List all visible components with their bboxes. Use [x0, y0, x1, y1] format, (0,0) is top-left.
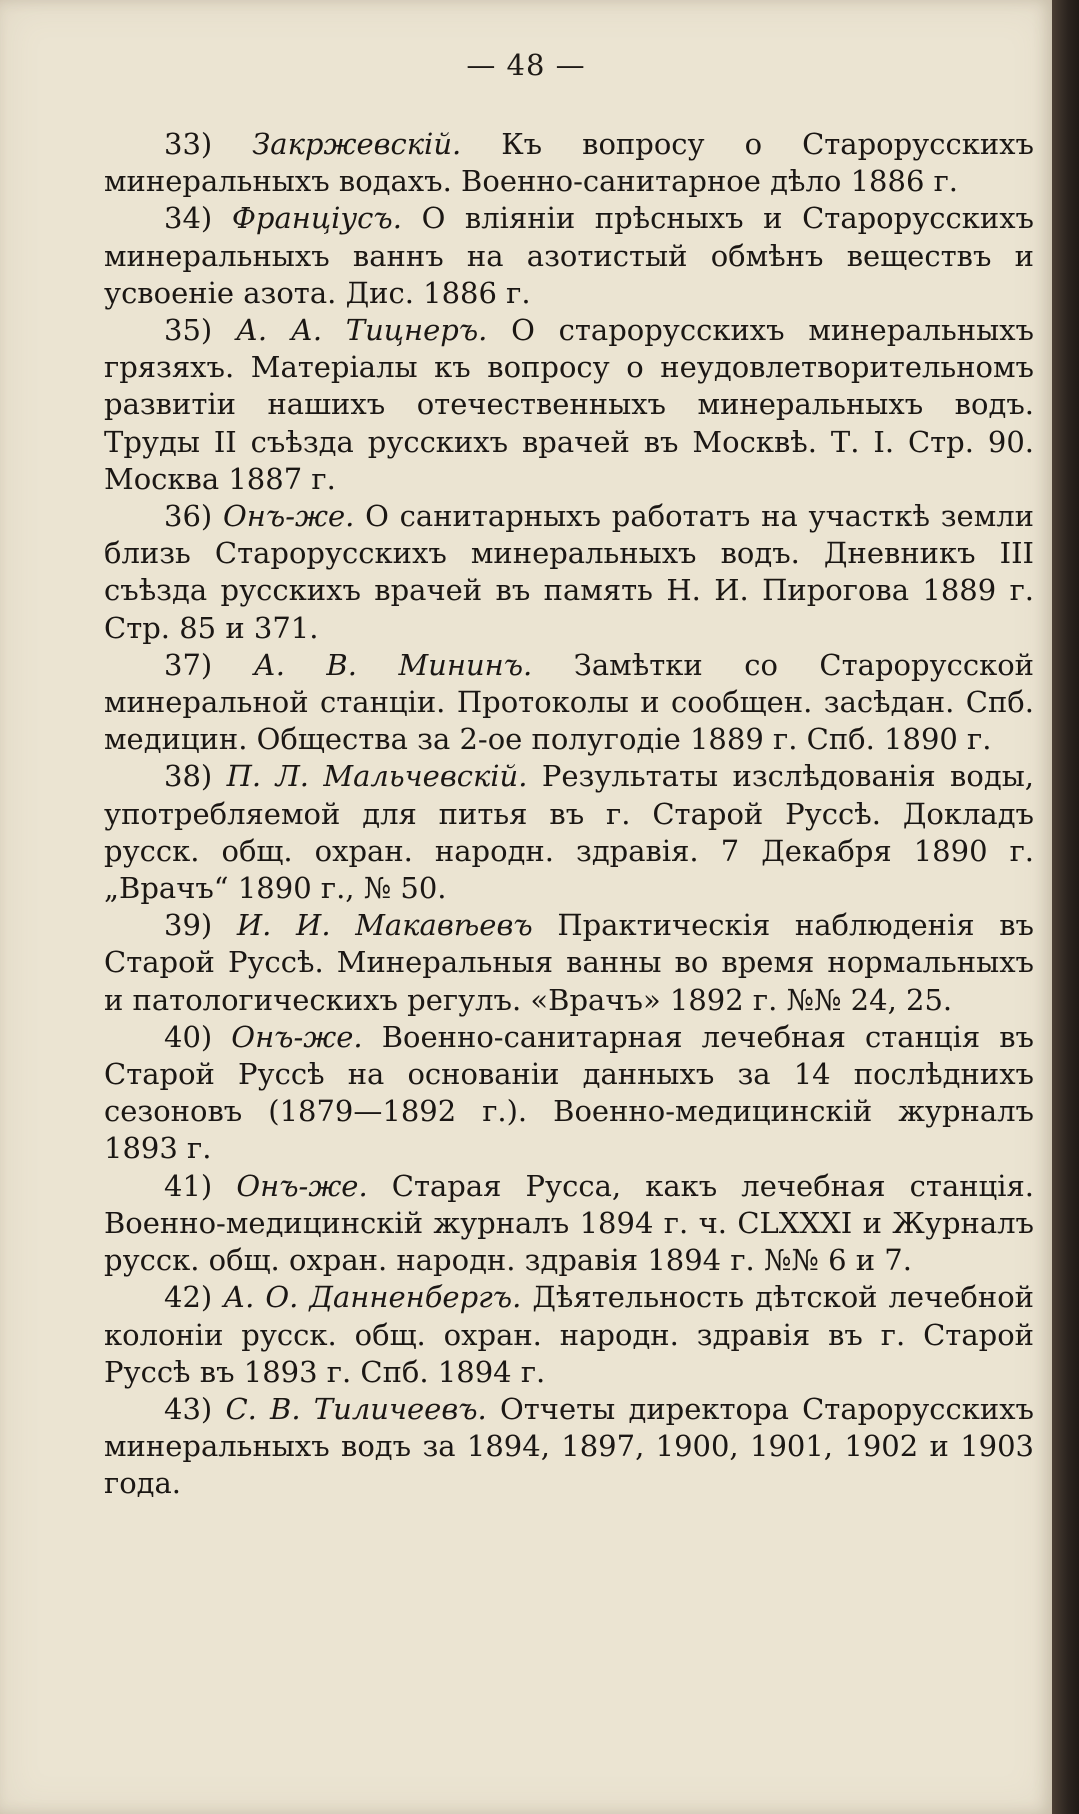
entry-text: Практическія наблюденія въ Старой Руссѣ. Минеральныя ванны во время нормальныхъ и патологическихъ регулъ. «Врачъ» 1892 г. №№ 24, 25. [104, 908, 1035, 1017]
entry-number: 36) [164, 499, 213, 534]
entry-author: Онъ-же. [236, 1168, 368, 1203]
page-number: — 48 — [466, 48, 586, 82]
entry-author: Онъ-же. [231, 1019, 363, 1054]
entry-author: П. Л. Мальчевскій. [226, 759, 528, 794]
entry-author: Францiусъ. [231, 201, 402, 236]
book-page-edge [1052, 0, 1079, 1814]
entry-number: 35) [164, 313, 213, 348]
entry-number: 34) [164, 201, 213, 236]
entry-number: 41) [164, 1168, 213, 1203]
bibliography-entry-39 [104, 907, 1034, 1019]
entry-author: И. И. Макавѣевъ [236, 908, 533, 943]
entry-number: 42) [164, 1280, 213, 1315]
entry-author: Онъ-же. [223, 499, 355, 534]
entry-author: А. О. Данненбергъ. [223, 1280, 522, 1315]
bibliography-entry-34 [104, 200, 1034, 312]
entry-text: О санитарныхъ работатъ на участкѣ земли близь Старорусскихъ минеральныхъ водъ. Дневникъ III съѣзда русскихъ врачей въ память Н. И. Пирогова 1889 г. Стр. 85 и 371. [104, 499, 1035, 645]
entry-text: Результаты изслѣдованія воды, употребляемой для питья въ г. Старой Руссѣ. Докладъ русск. общ. охран. народн. здравія. 7 Декабря 1890 г. „Врачъ“ 1890 г., № 50. [104, 759, 1034, 906]
entry-author: А. В. Мининъ. [253, 647, 533, 682]
entry-author: С. В. Тиличеевъ. [225, 1391, 487, 1426]
bibliography-list [104, 126, 1034, 1503]
bibliography-entry-40 [104, 1019, 1034, 1168]
entry-number: 33) [164, 127, 213, 161]
entry-number: 43) [164, 1391, 213, 1426]
entry-text: Дѣятельность дѣтской лечебной колоніи русск. общ. охран. народн. здравія въ г. Старой Руссѣ въ 1893 г. Спб. 1894 г. [104, 1280, 1035, 1389]
bibliography-entry-33 [104, 126, 1034, 200]
entry-text: Военно-санитарная лечебная станція въ Старой Руссѣ на основаніи данныхъ за 14 послѣднихъ сезоновъ (1879—1892 г.). Военно-медицинскій журналъ 1893 г. [104, 1019, 1034, 1166]
entry-number: 40) [164, 1019, 213, 1054]
entry-text: Къ вопросу о Старорусскихъ минеральныхъ водахъ. Военно-санитарное дѣло 1886 г. [104, 127, 1034, 199]
entry-text: О старорусскихъ минеральныхъ грязяхъ. Матеріалы къ вопросу о неудовлетворительномъ развитіи нашихъ отечественныхъ минеральныхъ водъ. Труды II съѣзда русскихъ врачей въ Москвѣ. Т. I. Стр. 90. Москва 1887 г. [104, 313, 1034, 496]
entry-text: Отчеты директора Старорусскихъ минеральныхъ водъ за 1894, 1897, 1900, 1901, 1902 и 1903 года. [104, 1391, 1035, 1501]
bibliography-entry-41 [104, 1168, 1034, 1280]
entry-number: 39) [164, 908, 213, 943]
bibliography-entry-35 [104, 312, 1034, 498]
entry-text: Замѣтки со Старорусской минеральной станціи. Протоколы и сообщен. засѣдан. Спб. медицин. Общества за 2-ое полугодіе 1889 г. Спб. 1890 г. [104, 647, 1034, 757]
bibliography-entry-36 [104, 498, 1034, 647]
bibliography-entry-42 [104, 1279, 1034, 1391]
entry-text: О вліяніи прѣсныхъ и Старорусскихъ минеральныхъ ваннъ на азотистый обмѣнъ веществъ и усвоеніе азота. Дис. 1886 г. [104, 201, 1035, 310]
bibliography-entry-43 [104, 1391, 1034, 1503]
bibliography-entry-38 [104, 758, 1034, 907]
entry-number: 37) [164, 647, 213, 682]
entry-author: Закржевскій. [252, 127, 462, 161]
bibliography-entry-37 [104, 647, 1034, 759]
entry-author: А. А. Тицнеръ. [235, 313, 488, 348]
entry-text: Старая Русса, какъ лечебная станція. Военно-медицинскій журналъ 1894 г. ч. CLXXXI и Журналъ русск. общ. охран. народн. здравія 1894 г. №№ 6 и 7. [104, 1168, 1034, 1278]
entry-number: 38) [164, 759, 213, 794]
